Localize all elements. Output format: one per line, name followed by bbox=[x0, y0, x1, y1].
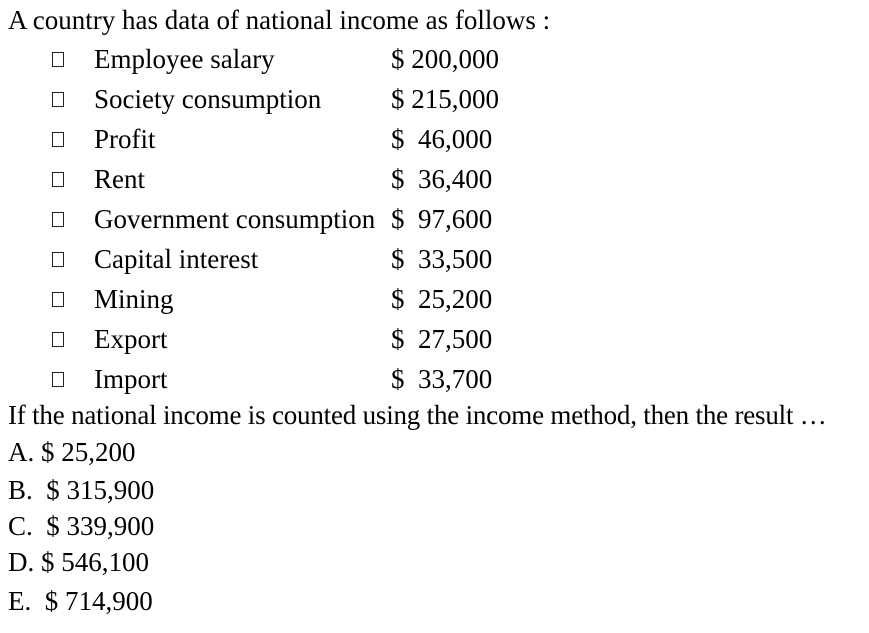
item-label: Import bbox=[94, 364, 168, 394]
list-item bbox=[0, 82, 869, 122]
checkbox-icon bbox=[52, 172, 64, 187]
list-item bbox=[0, 162, 869, 202]
item-value: $ 33,500 bbox=[391, 244, 493, 274]
list-item bbox=[0, 322, 869, 362]
checkbox-icon bbox=[52, 372, 64, 387]
list-item bbox=[0, 362, 869, 402]
item-value: $ 27,500 bbox=[391, 324, 493, 354]
answer-option-b: B. $ 315,900 bbox=[8, 475, 155, 505]
checkbox-icon bbox=[52, 212, 64, 227]
item-label: Employee salary bbox=[94, 44, 275, 74]
item-value: $ 215,000 bbox=[391, 84, 499, 114]
checkbox-icon bbox=[52, 132, 64, 147]
answer-option-a: A. $ 25,200 bbox=[8, 437, 136, 467]
item-label: Government consumption bbox=[94, 204, 376, 234]
intro-text: A country has data of national income as follows : bbox=[8, 5, 551, 35]
list-item bbox=[0, 202, 869, 242]
list-item bbox=[0, 122, 869, 162]
item-value: $ 36,400 bbox=[391, 164, 493, 194]
item-label: Society consumption bbox=[94, 84, 322, 114]
item-value: $ 33,700 bbox=[391, 364, 493, 394]
checkbox-icon bbox=[52, 332, 64, 347]
checkbox-icon bbox=[52, 52, 64, 67]
checkbox-icon bbox=[52, 292, 64, 307]
item-value: $ 97,600 bbox=[391, 204, 493, 234]
answer-option-d: D. $ 546,100 bbox=[8, 547, 149, 577]
checkbox-icon bbox=[52, 92, 64, 107]
question-text: If the national income is counted using the income method, then the result … bbox=[8, 400, 827, 430]
list-item bbox=[0, 42, 869, 82]
item-label: Profit bbox=[94, 124, 156, 154]
item-label: Rent bbox=[94, 164, 145, 194]
item-value: $ 25,200 bbox=[391, 284, 493, 314]
answer-option-c: C. $ 339,900 bbox=[8, 511, 155, 541]
answer-option-e: E. $ 714,900 bbox=[8, 586, 153, 616]
checkbox-icon bbox=[52, 252, 64, 267]
item-value: $ 46,000 bbox=[391, 124, 493, 154]
list-item bbox=[0, 242, 869, 282]
list-item bbox=[0, 282, 869, 322]
item-value: $ 200,000 bbox=[391, 44, 499, 74]
item-label: Mining bbox=[94, 284, 174, 314]
item-label: Capital interest bbox=[94, 244, 259, 274]
item-label: Export bbox=[94, 324, 168, 354]
